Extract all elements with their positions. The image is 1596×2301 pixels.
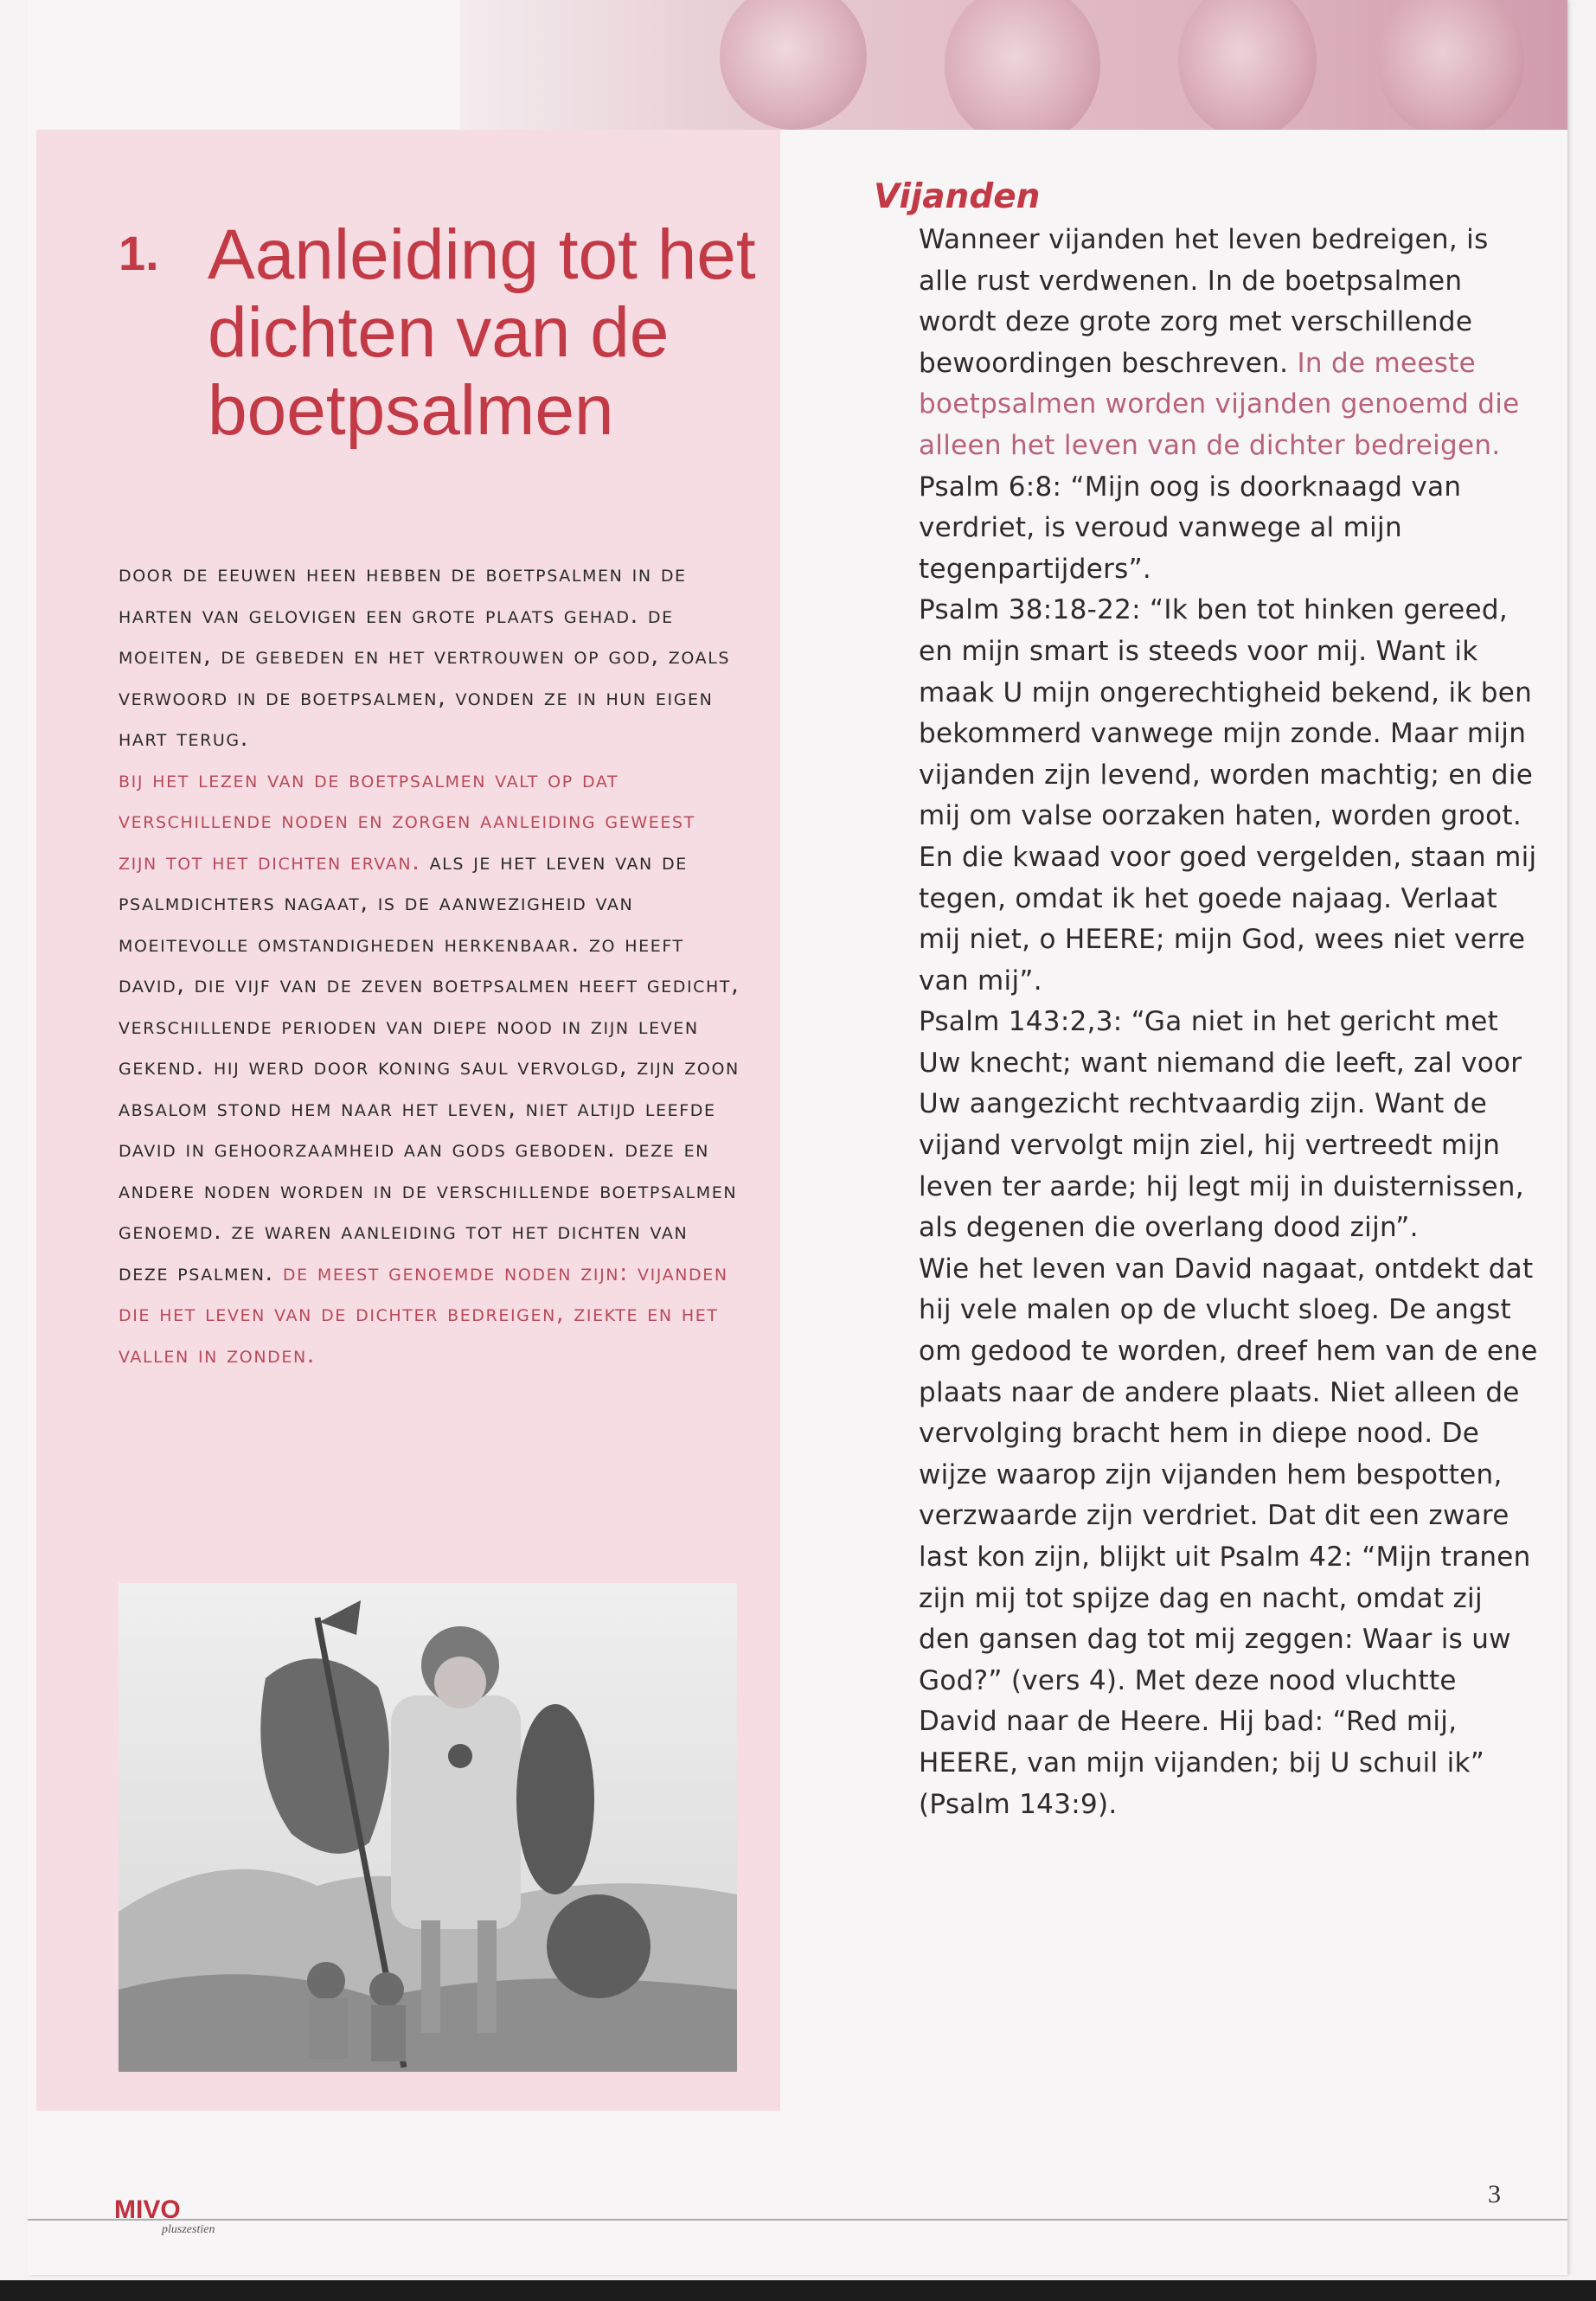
face-image bbox=[945, 0, 1100, 130]
section-body bbox=[919, 220, 1542, 1825]
quote-psalm-143: Psalm 143:2,3: “Ga niet in het gericht met Uw knecht; want niemand die leeft, zal voor Uw aangezicht rechtvaardig zijn. Want de vijand vervolgt mijn ziel, hij vertreedt mijn leven ter aarde; hij legt mij in duisternissen, als degenen die overlang dood zijn”. bbox=[919, 1006, 1524, 1244]
page-title: Aanleiding tot het dichten van de boetpsalmen bbox=[208, 215, 756, 450]
scan-edge bbox=[0, 2280, 1596, 2301]
intro-highlight: bij het lezen van de boetpsalmen valt op dat verschillende noden en zorgen aanleiding geweest zijn tot het dichten ervan. bbox=[119, 766, 695, 875]
magazine-page bbox=[28, 0, 1567, 2275]
body-paragraph: Wie het leven van David nagaat, ontdekt dat hij vele malen op de vlucht sloeg. De angst om gedood te worden, dreef hem van de ene plaats naar de andere plaats. Niet alleen de vervolging bracht hem in diepe nood. De wijze waarop zijn vijanden hem bespotten, verzwaarde zijn verdriet. Dat dit een zware last kon zijn, blijkt uit Psalm 42: “Mijn tranen zijn mij tot spijze dag en nacht, omdat zij den gansen dag tot mij zeggen: Waar is uw God?” (vers 4). Met deze nood vluchtte David naar de Heere. Hij bad: “Red mij, HEERE, van mijn vijanden; bij U schuil ik” (Psalm 143:9). bbox=[919, 1253, 1538, 1820]
intro-panel bbox=[36, 130, 780, 2111]
quote-psalm-38: Psalm 38:18-22: “Ik ben tot hinken gereed, en mijn smart is steeds voor mij. Want ik maak U mijn ongerechtigheid bekend, ik ben bekommerd vanwege mijn zonde. Maar mijn vijanden zijn levend, worden machtig; en die mij om valse oorzaken haten, worden groot. En die kwaad voor goed vergelden, staan mij tegen, omdat ik het goede najaag. Verlaat mij niet, o HEERE; mijn God, wees niet verre van mij”. bbox=[919, 594, 1537, 997]
intro-text: door de eeuwen heen hebben de boetpsalmen in de harten van gelovigen een grote plaats gehad. de moeiten, de gebeden en het vertrouwen op god, zoals verwoord in de boetpsalmen, vonden ze in hun eigen hart terug. bbox=[119, 561, 731, 752]
intro-text: als je het leven van de psalmdichters nagaat, is de aanwezigheid van moeitevolle omstandigheden herkenbaar. zo heeft david, die vijf van de zeven boetpsalmen heeft gedicht, verschillende perioden van diepe nood in zijn leven gekend. hij werd door koning saul vervolgd, zijn zoon absalom stond hem naar het leven, niet altijd leefde david in gehoorzaamheid aan gods geboden. deze en andere noden worden in de verschillende boetpsalmen genoemd. ze waren aanleiding tot het dichten van deze psalmen. bbox=[119, 848, 740, 1286]
face-image bbox=[1178, 0, 1317, 130]
body-paragraph: Wanneer vijanden het leven bedreigen, is alle rust verdwenen. In de boetpsalmen wordt deze grote zorg met verschillende bewoordingen beschreven. bbox=[919, 224, 1489, 379]
section-subtitle: Vijanden bbox=[874, 177, 1041, 216]
header-photo-strip bbox=[460, 0, 1567, 130]
face-image bbox=[1377, 0, 1524, 130]
page-number: 3 bbox=[1488, 2180, 1501, 2208]
logo-subtitle: pluszestien bbox=[162, 2223, 215, 2236]
intro-highlight: de meest genoemde noden zijn: vijanden die het leven van de dichter bedreigen, ziekte en het vallen in zonden. bbox=[119, 1259, 728, 1368]
quote-psalm-6: Psalm 6:8: “Mijn oog is doorknaagd van verdriet, is veroud vanwege al mijn tegenpartijders”. bbox=[919, 471, 1462, 585]
intro-paragraph bbox=[119, 554, 741, 1375]
vijanden-section bbox=[874, 177, 1557, 1825]
david-warrior-illustration bbox=[119, 1583, 737, 2072]
mivo-logo: MIVO bbox=[114, 2195, 181, 2224]
footer-divider bbox=[28, 2219, 1567, 2221]
face-image bbox=[720, 0, 867, 130]
body-highlight: In de meeste boetpsalmen worden vijanden genoemd die alleen het leven van de dichter bedreigen. bbox=[919, 347, 1520, 461]
illustration-drawing bbox=[119, 1583, 737, 2072]
chapter-number: 1. bbox=[119, 226, 159, 280]
